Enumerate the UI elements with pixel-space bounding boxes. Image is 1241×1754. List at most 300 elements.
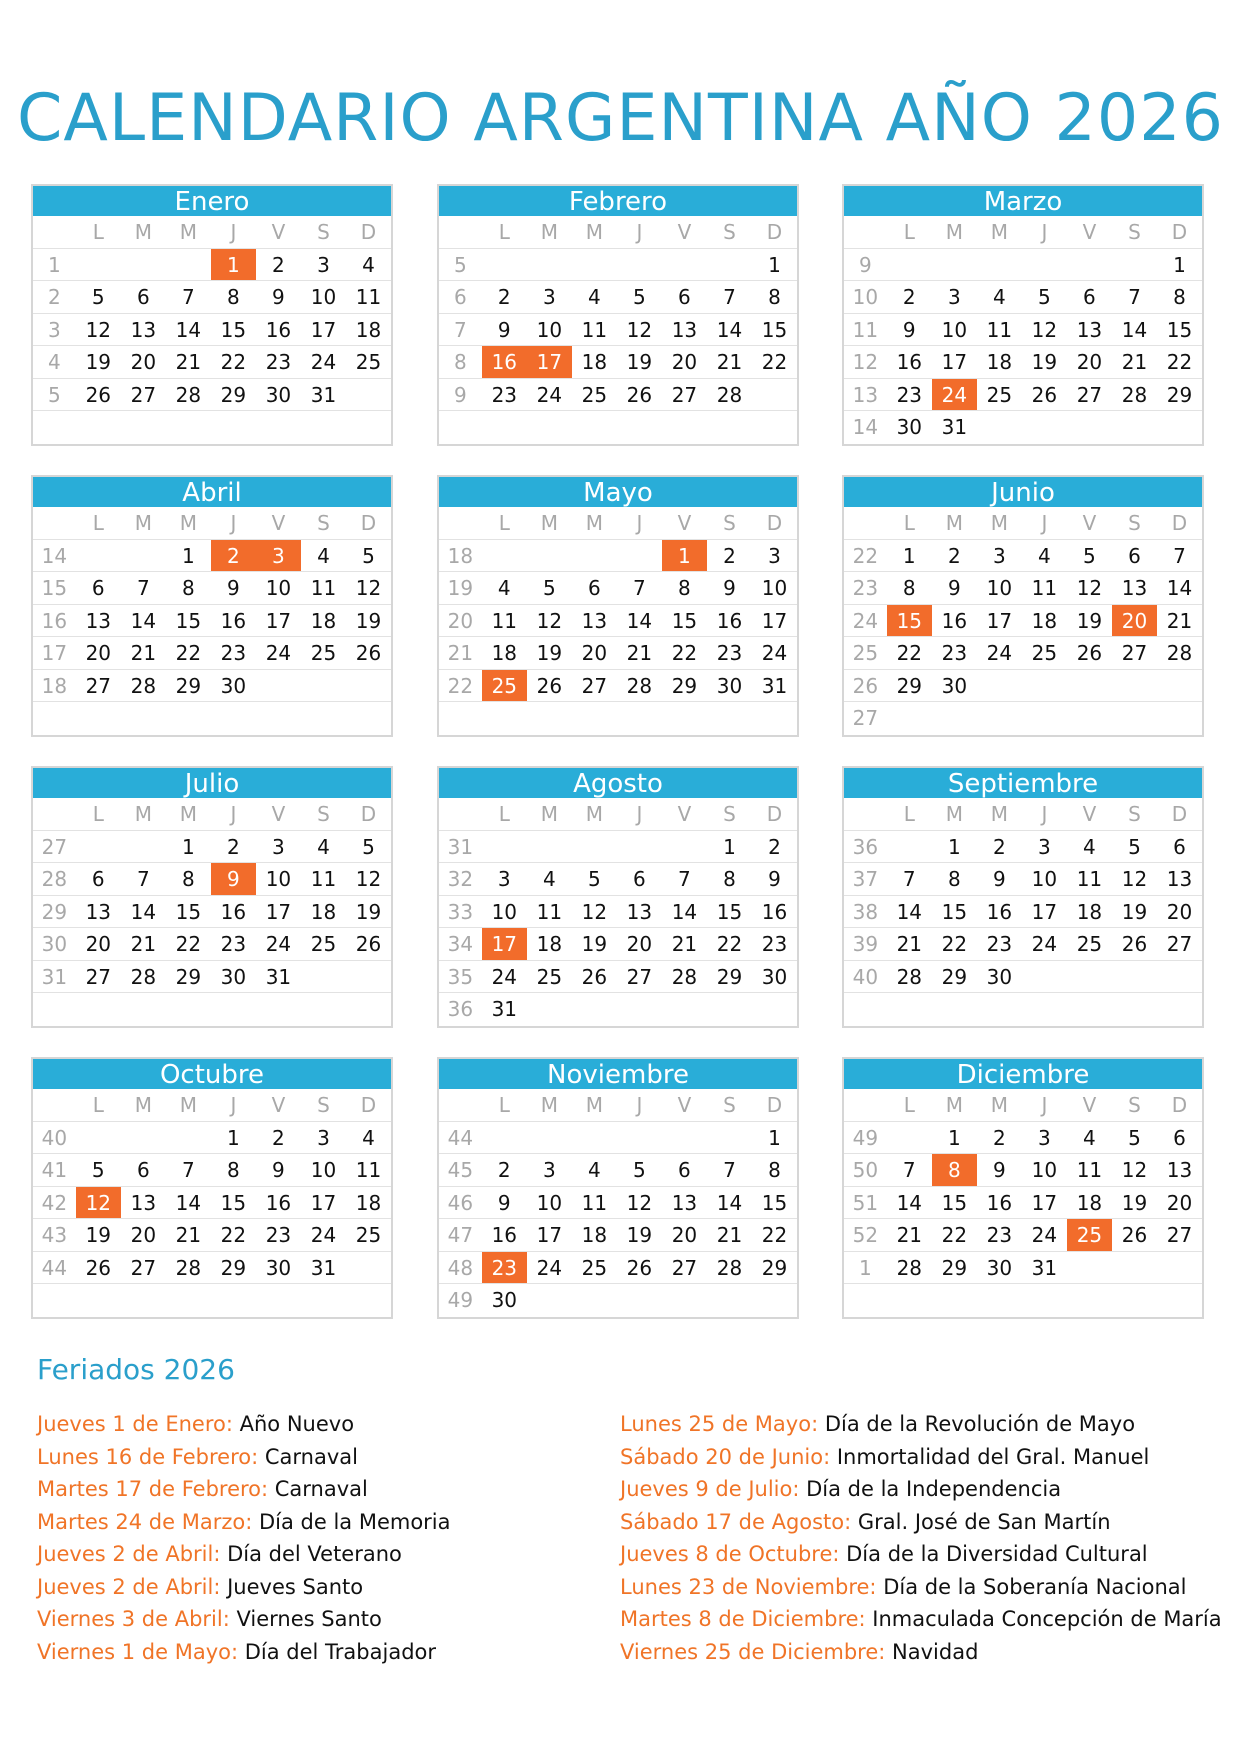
day-cell: 27: [85, 673, 112, 698]
holiday-day-cell: 3: [256, 540, 301, 572]
week-number-header: [439, 507, 482, 539]
weekday-header: L: [498, 511, 510, 535]
day-cell: 15: [941, 1190, 968, 1215]
day-cell: 12: [1121, 1158, 1148, 1182]
day-cell: [977, 1284, 1022, 1317]
weekday-header: M: [179, 802, 197, 826]
day-cell: [121, 1122, 166, 1154]
weekday-header: L: [92, 511, 104, 535]
week-row: [844, 670, 1202, 703]
day-cell: 27: [1121, 641, 1148, 665]
day-cell: 13: [85, 899, 112, 924]
week-number: 22: [852, 543, 879, 568]
day-cell: 20: [130, 1223, 157, 1247]
week-row: [33, 281, 391, 314]
week-row: [844, 411, 1202, 444]
week-number: 23: [852, 576, 879, 600]
day-cell: 3: [542, 285, 556, 309]
day-cell: 4: [1083, 1125, 1096, 1150]
holiday-item: [620, 1473, 1220, 1506]
week-number-header: [439, 216, 482, 248]
day-cell: 8: [723, 867, 736, 891]
week-row: [33, 540, 391, 573]
month-name: Mayo: [439, 477, 797, 507]
day-cell: 6: [136, 285, 150, 309]
day-cell: 18: [491, 641, 518, 665]
day-cell: 21: [716, 350, 743, 374]
week-row: [439, 993, 797, 1026]
day-cell: 26: [1031, 382, 1058, 407]
day-cell: 29: [175, 673, 202, 698]
weekday-header: M: [134, 511, 152, 535]
day-cell: 29: [220, 1255, 247, 1280]
weekday-header: M: [540, 220, 558, 244]
week-number: 36: [447, 997, 474, 1021]
month-noviembre: [437, 1057, 799, 1319]
weekday-header: J: [636, 1093, 643, 1117]
day-cell: 10: [1031, 1158, 1058, 1182]
weekday-header: V: [271, 511, 286, 535]
day-cell: 21: [1121, 350, 1148, 374]
holiday-day-cell: 2: [211, 540, 256, 572]
day-cell: 29: [671, 673, 698, 698]
week-row: [33, 605, 391, 638]
holiday-name: Inmortalidad del Gral. Manuel: [836, 1444, 1150, 1469]
day-cell: 13: [671, 317, 698, 342]
day-cell: [572, 249, 617, 281]
day-cell: 21: [130, 641, 157, 665]
day-cell: 9: [497, 317, 511, 342]
day-cell: [1157, 702, 1202, 735]
weekday-header: L: [92, 802, 104, 826]
weekday-header-row: [439, 1089, 797, 1122]
day-cell: 4: [1038, 543, 1051, 568]
day-cell: [707, 993, 752, 1026]
day-cell: [121, 540, 166, 572]
day-cell: 5: [362, 834, 375, 859]
weekday-header: S: [1128, 1093, 1141, 1117]
week-row: [439, 540, 797, 573]
day-cell: 22: [896, 641, 923, 665]
weekday-header: J: [1041, 802, 1048, 826]
day-cell: 18: [581, 350, 608, 374]
day-cell: 30: [986, 1255, 1013, 1280]
day-cell: 20: [130, 350, 157, 374]
day-cell: 13: [85, 608, 112, 633]
day-cell: 6: [136, 1158, 150, 1182]
day-cell: 8: [947, 867, 961, 891]
day-cell: 23: [220, 641, 247, 665]
day-cell: 1: [947, 834, 961, 859]
weekday-header: S: [317, 511, 330, 535]
day-cell: 9: [497, 1190, 511, 1215]
week-number: 33: [447, 899, 474, 924]
week-number: 11: [852, 317, 879, 342]
weekday-header: L: [92, 220, 104, 244]
day-cell: 3: [497, 867, 511, 891]
day-cell: [301, 702, 346, 735]
day-cell: [932, 702, 977, 735]
holidays-list-right: [620, 1408, 1220, 1668]
month-name: Febrero: [439, 186, 797, 216]
day-cell: 26: [355, 641, 382, 665]
day-cell: 28: [626, 673, 653, 698]
day-cell: 21: [896, 1223, 923, 1247]
day-cell: 4: [317, 543, 330, 568]
weekday-header: D: [1171, 511, 1188, 535]
day-cell: 11: [491, 608, 518, 633]
week-number: 6: [454, 285, 467, 309]
day-cell: 1: [1173, 252, 1186, 277]
weekday-header: S: [723, 511, 736, 535]
holidays-list-left: [37, 1408, 637, 1668]
day-cell: [256, 411, 301, 444]
day-cell: 27: [1166, 932, 1193, 956]
day-cell: 28: [175, 382, 202, 407]
day-cell: 20: [671, 350, 698, 374]
weekday-header-row: [844, 216, 1202, 249]
weekday-header: V: [271, 1093, 286, 1117]
holiday-date: Lunes 16 de Febrero:: [37, 1444, 265, 1469]
day-cell: 13: [1121, 576, 1148, 600]
day-cell: 28: [896, 1255, 923, 1280]
day-cell: [166, 702, 211, 735]
day-cell: 17: [265, 608, 292, 633]
day-cell: 10: [491, 899, 518, 924]
month-enero: [31, 184, 393, 446]
week-row: [844, 1154, 1202, 1187]
week-row: [439, 863, 797, 896]
holiday-day-cell: 9: [211, 863, 256, 895]
weekday-header: V: [677, 1093, 692, 1117]
day-cell: 23: [265, 1223, 292, 1247]
weekday-header: M: [134, 220, 152, 244]
week-number: 51: [852, 1190, 879, 1215]
weekday-header: D: [360, 511, 377, 535]
day-cell: 17: [761, 608, 788, 633]
week-number: 44: [447, 1125, 474, 1150]
holiday-name: Día de la Memoria: [258, 1509, 451, 1534]
weekday-header: M: [945, 511, 963, 535]
weekday-header: D: [766, 220, 783, 244]
day-cell: 15: [175, 608, 202, 633]
day-cell: 9: [227, 576, 240, 600]
holiday-item: [620, 1636, 1220, 1669]
month-febrero: [437, 184, 799, 446]
holiday-name: Carnaval: [264, 1444, 358, 1469]
day-cell: [1157, 961, 1202, 993]
day-cell: 30: [761, 964, 788, 989]
week-row: [439, 1252, 797, 1285]
day-cell: 30: [265, 1255, 292, 1280]
day-cell: 16: [265, 1190, 292, 1215]
day-cell: 10: [761, 576, 788, 600]
day-cell: 3: [317, 252, 330, 277]
day-cell: [1067, 702, 1112, 735]
day-cell: 11: [581, 1190, 608, 1215]
week-row: [844, 928, 1202, 961]
weekday-header: J: [230, 802, 237, 826]
day-cell: 18: [1076, 1190, 1103, 1215]
week-row: [844, 605, 1202, 638]
holiday-item: [37, 1473, 637, 1506]
day-cell: 24: [310, 350, 337, 374]
holiday-date: Jueves 9 de Julio:: [620, 1477, 807, 1501]
day-cell: 28: [671, 964, 698, 989]
day-cell: 30: [941, 673, 968, 698]
weekday-header: M: [134, 802, 152, 826]
day-cell: 31: [491, 997, 518, 1021]
day-cell: 31: [310, 382, 337, 407]
day-cell: 18: [986, 350, 1013, 374]
day-cell: [572, 1122, 617, 1154]
holiday-name: Carnaval: [274, 1477, 368, 1501]
day-cell: 4: [362, 252, 375, 277]
day-cell: 26: [581, 964, 608, 989]
holiday-date: Martes 8 de Diciembre:: [620, 1607, 873, 1631]
day-cell: 30: [716, 673, 743, 698]
day-cell: 30: [265, 382, 292, 407]
day-cell: [662, 831, 707, 863]
day-cell: 21: [671, 932, 698, 956]
day-cell: 26: [85, 1255, 112, 1280]
week-number: 20: [447, 608, 474, 633]
day-cell: 7: [723, 1158, 736, 1182]
day-cell: 18: [581, 1223, 608, 1247]
weekday-header: D: [360, 220, 377, 244]
week-row: [844, 896, 1202, 929]
day-cell: 21: [626, 641, 653, 665]
week-number: 38: [852, 899, 879, 924]
day-cell: [211, 702, 256, 735]
weekday-header: L: [903, 511, 915, 535]
day-cell: 8: [181, 867, 195, 891]
day-cell: 20: [581, 641, 608, 665]
day-cell: 11: [355, 285, 382, 309]
day-cell: [662, 411, 707, 444]
day-cell: 31: [265, 964, 292, 989]
day-cell: [752, 993, 797, 1026]
day-cell: 22: [175, 641, 202, 665]
day-cell: 15: [220, 1190, 247, 1215]
day-cell: 21: [896, 932, 923, 956]
day-cell: [211, 1284, 256, 1317]
holiday-name: Día del Veterano: [227, 1542, 402, 1566]
week-row: [439, 961, 797, 994]
day-cell: 11: [1031, 576, 1058, 600]
holiday-name: Viernes Santo: [236, 1607, 382, 1631]
week-row: [33, 314, 391, 347]
day-cell: 26: [85, 382, 112, 407]
day-cell: [76, 249, 121, 281]
day-cell: 16: [491, 1223, 518, 1247]
holiday-date: Jueves 1 de Enero:: [37, 1412, 240, 1436]
day-cell: [707, 1122, 752, 1154]
day-cell: 7: [902, 1158, 916, 1182]
day-cell: [1157, 670, 1202, 702]
day-cell: [887, 249, 932, 281]
day-cell: 3: [768, 543, 781, 568]
day-cell: [707, 702, 752, 735]
month-name: Enero: [33, 186, 391, 216]
day-cell: 17: [310, 1190, 337, 1215]
day-cell: 9: [272, 285, 285, 309]
day-cell: [617, 993, 662, 1026]
day-cell: [1022, 1284, 1067, 1317]
weekday-header-row: [844, 798, 1202, 831]
week-row: [439, 670, 797, 703]
day-cell: 16: [986, 899, 1013, 924]
day-cell: 27: [1166, 1223, 1193, 1247]
day-cell: [76, 702, 121, 735]
day-cell: [1067, 961, 1112, 993]
day-cell: 15: [761, 1190, 788, 1215]
day-cell: 27: [671, 1255, 698, 1280]
week-number: 15: [41, 576, 68, 600]
day-cell: 29: [175, 964, 202, 989]
weekday-header: S: [723, 1093, 736, 1117]
week-number-header: [844, 798, 887, 830]
day-cell: 21: [1166, 608, 1193, 633]
month-marzo: [842, 184, 1204, 446]
day-cell: [1067, 411, 1112, 444]
week-row: [844, 1284, 1202, 1317]
weekday-header: J: [1041, 511, 1048, 535]
holiday-day-cell: 16: [482, 346, 527, 378]
week-number: [33, 993, 76, 1026]
day-cell: 20: [85, 932, 112, 956]
month-mayo: [437, 475, 799, 737]
week-row: [439, 896, 797, 929]
day-cell: 2: [723, 543, 736, 568]
week-number: 26: [852, 673, 879, 698]
day-cell: [527, 249, 572, 281]
day-cell: 14: [896, 1190, 923, 1215]
weekday-header: V: [677, 802, 692, 826]
day-cell: 16: [986, 1190, 1013, 1215]
weekday-header: S: [1128, 802, 1141, 826]
day-cell: 21: [716, 1223, 743, 1247]
week-number: 1: [859, 1255, 872, 1280]
weekday-header: D: [766, 802, 783, 826]
holiday-date: Martes 17 de Febrero:: [37, 1477, 275, 1501]
day-cell: 19: [85, 350, 112, 374]
day-cell: [572, 993, 617, 1026]
day-cell: 17: [265, 899, 292, 924]
holiday-item: [620, 1441, 1220, 1474]
day-cell: [977, 702, 1022, 735]
day-cell: 10: [310, 285, 337, 309]
weekday-header-row: [33, 216, 391, 249]
week-row: [844, 863, 1202, 896]
day-cell: [346, 1252, 391, 1284]
day-cell: 5: [587, 867, 601, 891]
holiday-date: Martes 24 de Marzo:: [37, 1509, 259, 1534]
day-cell: 22: [1166, 350, 1193, 374]
day-cell: 14: [1121, 317, 1148, 342]
day-cell: [617, 411, 662, 444]
day-cell: [1112, 993, 1157, 1026]
weekday-header: J: [636, 802, 643, 826]
weekday-header-row: [439, 507, 797, 540]
week-number-header: [844, 216, 887, 248]
day-cell: [256, 1284, 301, 1317]
week-number-header: [33, 1089, 76, 1121]
month-diciembre: [842, 1057, 1204, 1319]
day-cell: 11: [581, 317, 608, 342]
week-number: 27: [852, 706, 879, 730]
week-row: [439, 1219, 797, 1252]
weekday-header: M: [585, 1093, 603, 1117]
day-cell: [121, 411, 166, 444]
holiday-day-cell: 25: [1067, 1219, 1112, 1251]
day-cell: [346, 670, 391, 702]
day-cell: [1067, 993, 1112, 1026]
day-cell: 14: [1166, 576, 1193, 600]
day-cell: 30: [896, 415, 923, 439]
day-cell: 5: [362, 543, 375, 568]
day-cell: 8: [678, 576, 691, 600]
day-cell: 22: [941, 932, 968, 956]
day-cell: [1157, 1284, 1202, 1317]
day-cell: [932, 249, 977, 281]
day-cell: [662, 1284, 707, 1317]
day-cell: [527, 540, 572, 572]
week-number: 22: [447, 673, 474, 698]
weekday-header: M: [990, 1093, 1008, 1117]
day-cell: 14: [130, 899, 157, 924]
holiday-date: Lunes 23 de Noviembre:: [620, 1574, 884, 1599]
month-junio: [842, 475, 1204, 737]
day-cell: 14: [716, 1190, 743, 1215]
day-cell: 17: [941, 350, 968, 374]
month-name: Noviembre: [439, 1059, 797, 1089]
day-cell: [166, 1284, 211, 1317]
day-cell: 28: [130, 964, 157, 989]
week-number-header: [439, 798, 482, 830]
day-cell: 5: [633, 1158, 646, 1182]
week-number: 14: [41, 543, 68, 568]
day-cell: 19: [1031, 350, 1058, 374]
week-row: [844, 831, 1202, 864]
day-cell: 2: [992, 1125, 1006, 1150]
day-cell: 14: [716, 317, 743, 342]
week-row: [33, 411, 391, 444]
day-cell: 23: [220, 932, 247, 956]
day-cell: 25: [581, 1255, 608, 1280]
week-row: [844, 961, 1202, 994]
day-cell: [527, 702, 572, 735]
weekday-header: L: [498, 220, 510, 244]
weekday-header: M: [179, 511, 197, 535]
day-cell: 7: [1128, 285, 1141, 309]
day-cell: [1157, 411, 1202, 444]
day-cell: 9: [992, 1158, 1006, 1182]
day-cell: 27: [1076, 382, 1103, 407]
day-cell: 12: [85, 317, 112, 342]
day-cell: [166, 411, 211, 444]
day-cell: [482, 831, 527, 863]
day-cell: [617, 249, 662, 281]
weekday-header: L: [498, 1093, 510, 1117]
holiday-item: [37, 1603, 637, 1636]
week-number: 35: [447, 964, 474, 989]
week-number: 16: [41, 608, 68, 633]
week-number: [33, 411, 76, 444]
day-cell: [572, 702, 617, 735]
holiday-item: [620, 1571, 1220, 1604]
weekday-header: V: [271, 220, 286, 244]
